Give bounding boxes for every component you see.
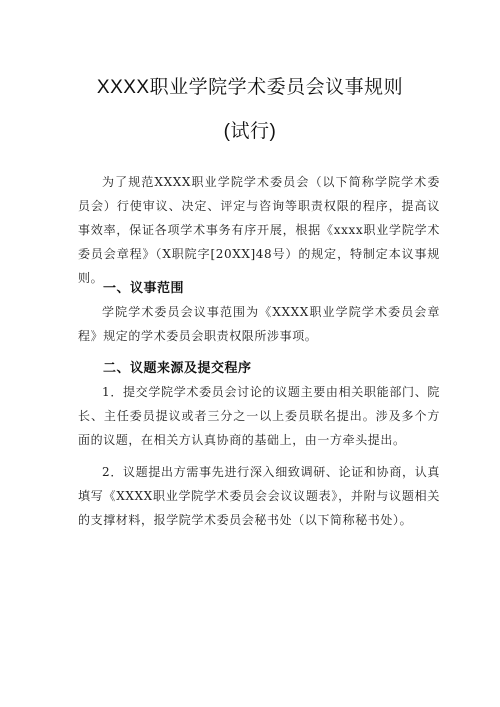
- document-subtitle: (试行): [223, 121, 277, 142]
- submission-paragraph-2: 2．议题提出方需事先进行深入细致调研、论证和协商，认真填写《XXXX职业学院学术委员会会议议题表》，并附与议题相关的支撑材料，报学院学术委员会秘书处（以下简称秘书处）。: [78, 465, 440, 527]
- document-title: XXXX职业学院学术委员会议事规则: [96, 77, 404, 98]
- section-heading-scope: 一、议事范围: [103, 280, 185, 295]
- intro-paragraph: 为了规范XXXX职业学院学术委员会（以下简称学院学术委员会）行使审议、决定、评定与咨询等职责权限的程序，提高议事效率，保证各项学术事务有序开展，根据《xxxx职业学院学术委员会章程》（X职院字[20XX]48号）的规定，特制定本议事规则。: [78, 175, 440, 285]
- submission-paragraph-1: 1．提交学院学术委员会讨论的议题主要由相关职能部门、院长、主任委员提议或者三分之一以上委员联名提出。涉及多个方面的议题，在相关方认真协商的基础上，由一方牵头提出。: [78, 385, 440, 447]
- section-heading-submission: 二、议题来源及提交程序: [103, 360, 252, 375]
- scope-paragraph: 学院学术委员会议事范围为《XXXX职业学院学术委员会章程》规定的学术委员会职责权限所涉事项。: [78, 305, 440, 343]
